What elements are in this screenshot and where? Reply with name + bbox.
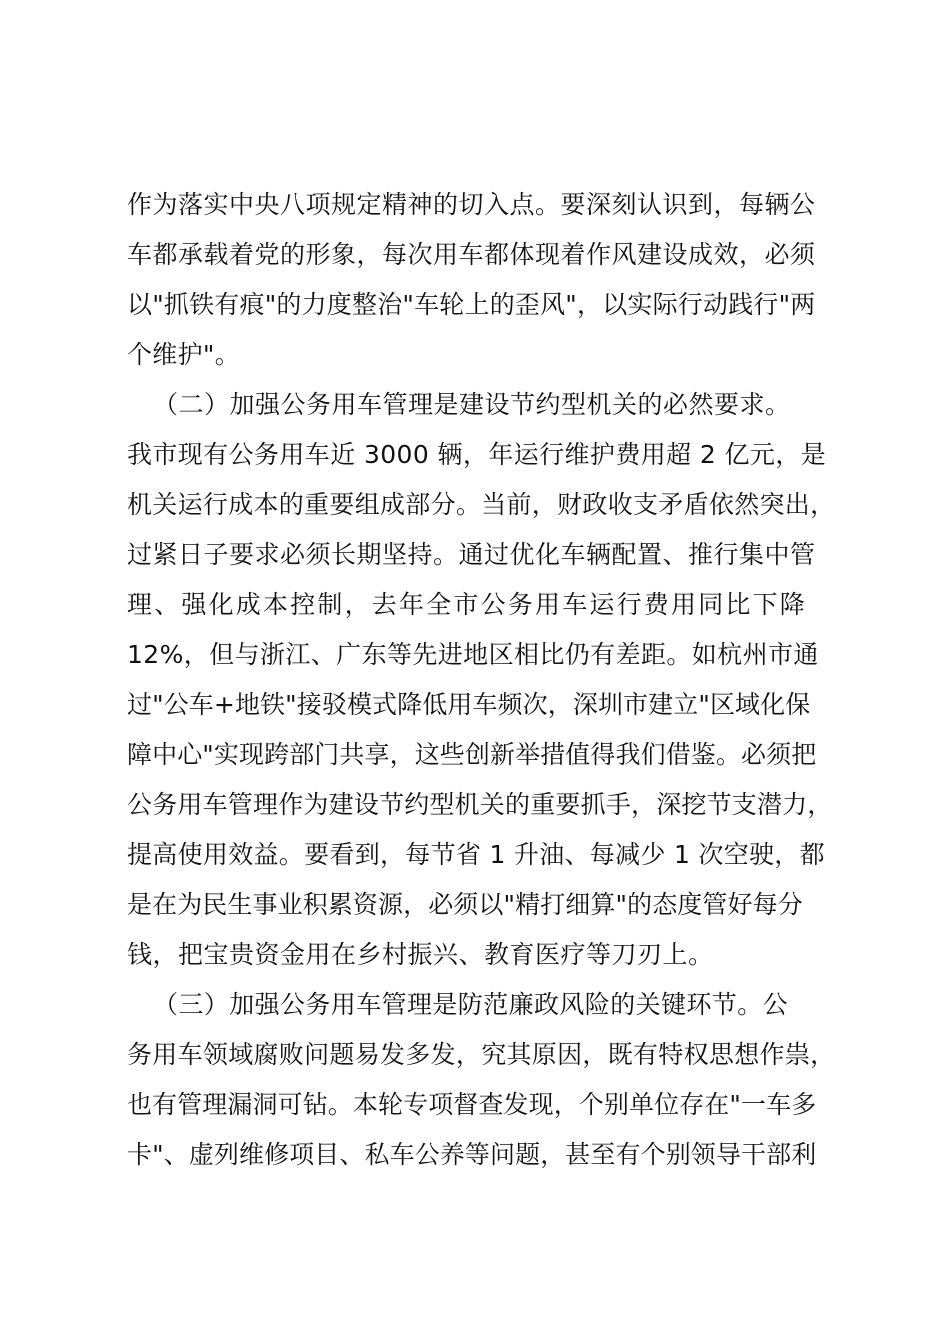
section-heading-3: （三）加强公务用车管理是防范廉政风险的关键环节。公 — [153, 990, 789, 1019]
text-line: 是在为民生事业积累资源，必须以"精打细算"的态度管好每分 — [127, 890, 803, 919]
text-line: 也有管理漏洞可钻。本轮专项督查发现，个别单位存在"一车多 — [127, 1090, 817, 1119]
text-line: 作为落实中央八项规定精神的切入点。要深刻认识到，每辆公 — [127, 190, 816, 219]
text-line: 车都承载着党的形象，每次用车都体现着作风建设成效，必须 — [127, 240, 816, 269]
document-body — [127, 180, 862, 1180]
text-line: 障中心"实现跨部门共享，这些创新举措值得我们借鉴。必须把 — [127, 740, 817, 769]
text-line: 12%，但与浙江、广东等先进地区相比仍有差距。如杭州市通 — [127, 640, 819, 669]
text-line: 理、强化成本控制，去年全市公务用车运行费用同比下降 — [127, 590, 808, 619]
text-line: 卡"、虚列维修项目、私车公养等问题，甚至有个别领导干部利 — [127, 1140, 817, 1169]
text-line: 以"抓铁有痕"的力度整治"车轮上的歪风"，以实际行动践行"两 — [127, 290, 816, 319]
text-line: 提高使用效益。要看到，每节省 1 升油、每减少 1 次空驶，都 — [127, 840, 825, 869]
text-line: 钱，把宝贵资金用在乡村振兴、教育医疗等刀刃上。 — [127, 940, 714, 969]
section-heading-2: （二）加强公务用车管理是建设节约型机关的必然要求。 — [153, 390, 791, 419]
text-line: 个维护"。 — [127, 340, 240, 369]
text-line: 务用车领域腐败问题易发多发，究其原因，既有特权思想作祟， — [127, 1040, 836, 1069]
text-line: 过"公车+地铁"接驳模式降低用车频次，深圳市建立"区域化保 — [127, 690, 811, 719]
text-line: 公务用车管理作为建设节约型机关的重要抓手，深挖节支潜力， — [127, 790, 833, 819]
text-line: 机关运行成本的重要组成部分。当前，财政收支矛盾依然突出， — [127, 490, 836, 519]
text-line: 我市现有公务用车近 3000 辆，年运行维护费用超 2 亿元，是 — [127, 440, 827, 469]
text-line: 过紧日子要求必须长期坚持。通过优化车辆配置、推行集中管 — [127, 540, 816, 569]
